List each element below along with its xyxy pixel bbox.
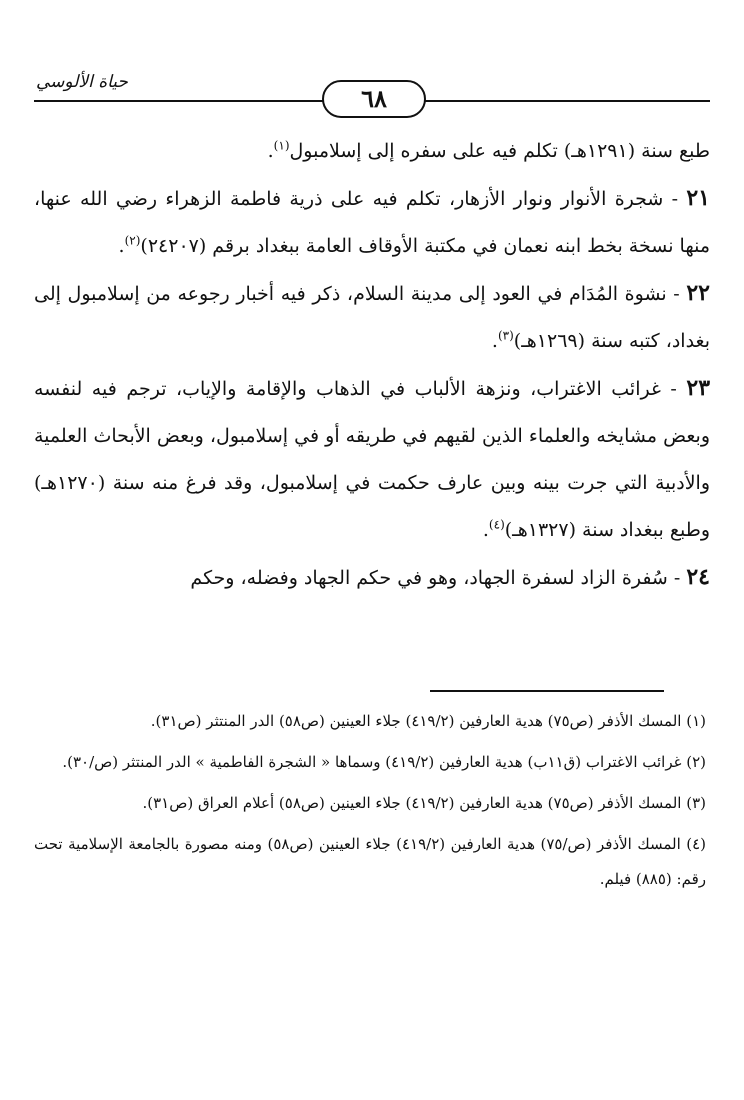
paragraph-text: - شجرة الأنوار ونوار الأزهار، تكلم فيه على ذرية فاطمة الزهراء رضي الله عنها، منها نسخة بخط ابنه نعمان في مكتبة الأوقاف العامة ببغداد برقم (٢٤٢٠٧) — [34, 188, 710, 257]
footnote-ref: (٣) — [497, 328, 514, 343]
footnote-ref: (١) — [273, 138, 290, 153]
paragraph-item — [34, 270, 710, 365]
footnote: (٣) المسك الأذفر (ص٧٥) هدية العارفين (٤١٩/٢) جلاء العينين (ص٥٨) أعلام العراق (ص٣١). — [142, 794, 706, 812]
footnote-rule — [430, 690, 664, 692]
footnote-ref: (٤) — [488, 517, 505, 532]
paragraph-end: . — [491, 330, 498, 352]
paragraph-text: - غرائب الاغتراب، ونزهة الألباب في الذهاب والإقامة والإياب، ترجم فيه لنفسه وبعض مشايخه والعلماء الذين لقيهم في طريقه أو في إسلامبول، وبعض الأبحاث العلمية والأدبية التي جرت بينه وبين عارف حكمت في إسلامبول، وقد فرغ منه سنة (١٢٧٠هـ) وطبع ببغداد سنة (١٣٢٧هـ) — [34, 378, 710, 541]
paragraph-end: . — [482, 519, 489, 541]
page-number: ٦٨ — [322, 80, 426, 118]
paragraph-intro — [34, 128, 710, 175]
footnote: (٢) غرائب الاغتراب (ق١١ب) هدية العارفين (٤١٩/٢) وسماها « الشجرة الفاطمية » الدر المنتثر (ص/٣٠). — [62, 753, 706, 771]
footnotes — [34, 704, 706, 903]
body-text — [34, 128, 710, 602]
paragraph-item — [34, 554, 710, 602]
item-number: ٢٤ — [686, 564, 710, 590]
item-number: ٢٢ — [686, 280, 710, 306]
footnote-ref: (٢) — [124, 233, 141, 248]
running-title: حياة الألوسي — [36, 72, 128, 92]
footnote: (١) المسك الأذفر (ص٧٥) هدية العارفين (٤١٩/٢) جلاء العينين (ص٥٨) الدر المنتثر (ص٣١). — [150, 712, 706, 730]
item-number: ٢٣ — [686, 375, 711, 401]
paragraph-end: . — [267, 140, 274, 162]
paragraph-text: - سُفرة الزاد لسفرة الجهاد، وهو في حكم الجهاد وفضله، وحكم — [190, 567, 681, 589]
paragraph-item — [34, 365, 710, 554]
paragraph-end: . — [118, 235, 125, 257]
paragraph-text: طبع سنة (١٢٩١هـ) تكلم فيه على سفره إلى إسلامبول — [289, 140, 710, 162]
paragraph-text: - نشوة المُدَام في العود إلى مدينة السلام، ذكر فيه أخبار رجوعه من إسلامبول إلى بغداد، كتبه سنة (١٢٦٩هـ) — [34, 283, 710, 352]
footnote: (٤) المسك الأذفر (ص/٧٥) هدية العارفين (٤١٩/٢) جلاء العينين (ص٥٨) ومنه مصورة بالجامعة الإسلامية تحت رقم: (٨٨٥) فيلم. — [34, 835, 707, 888]
item-number: ٢١ — [686, 185, 710, 211]
paragraph-item — [34, 175, 710, 270]
